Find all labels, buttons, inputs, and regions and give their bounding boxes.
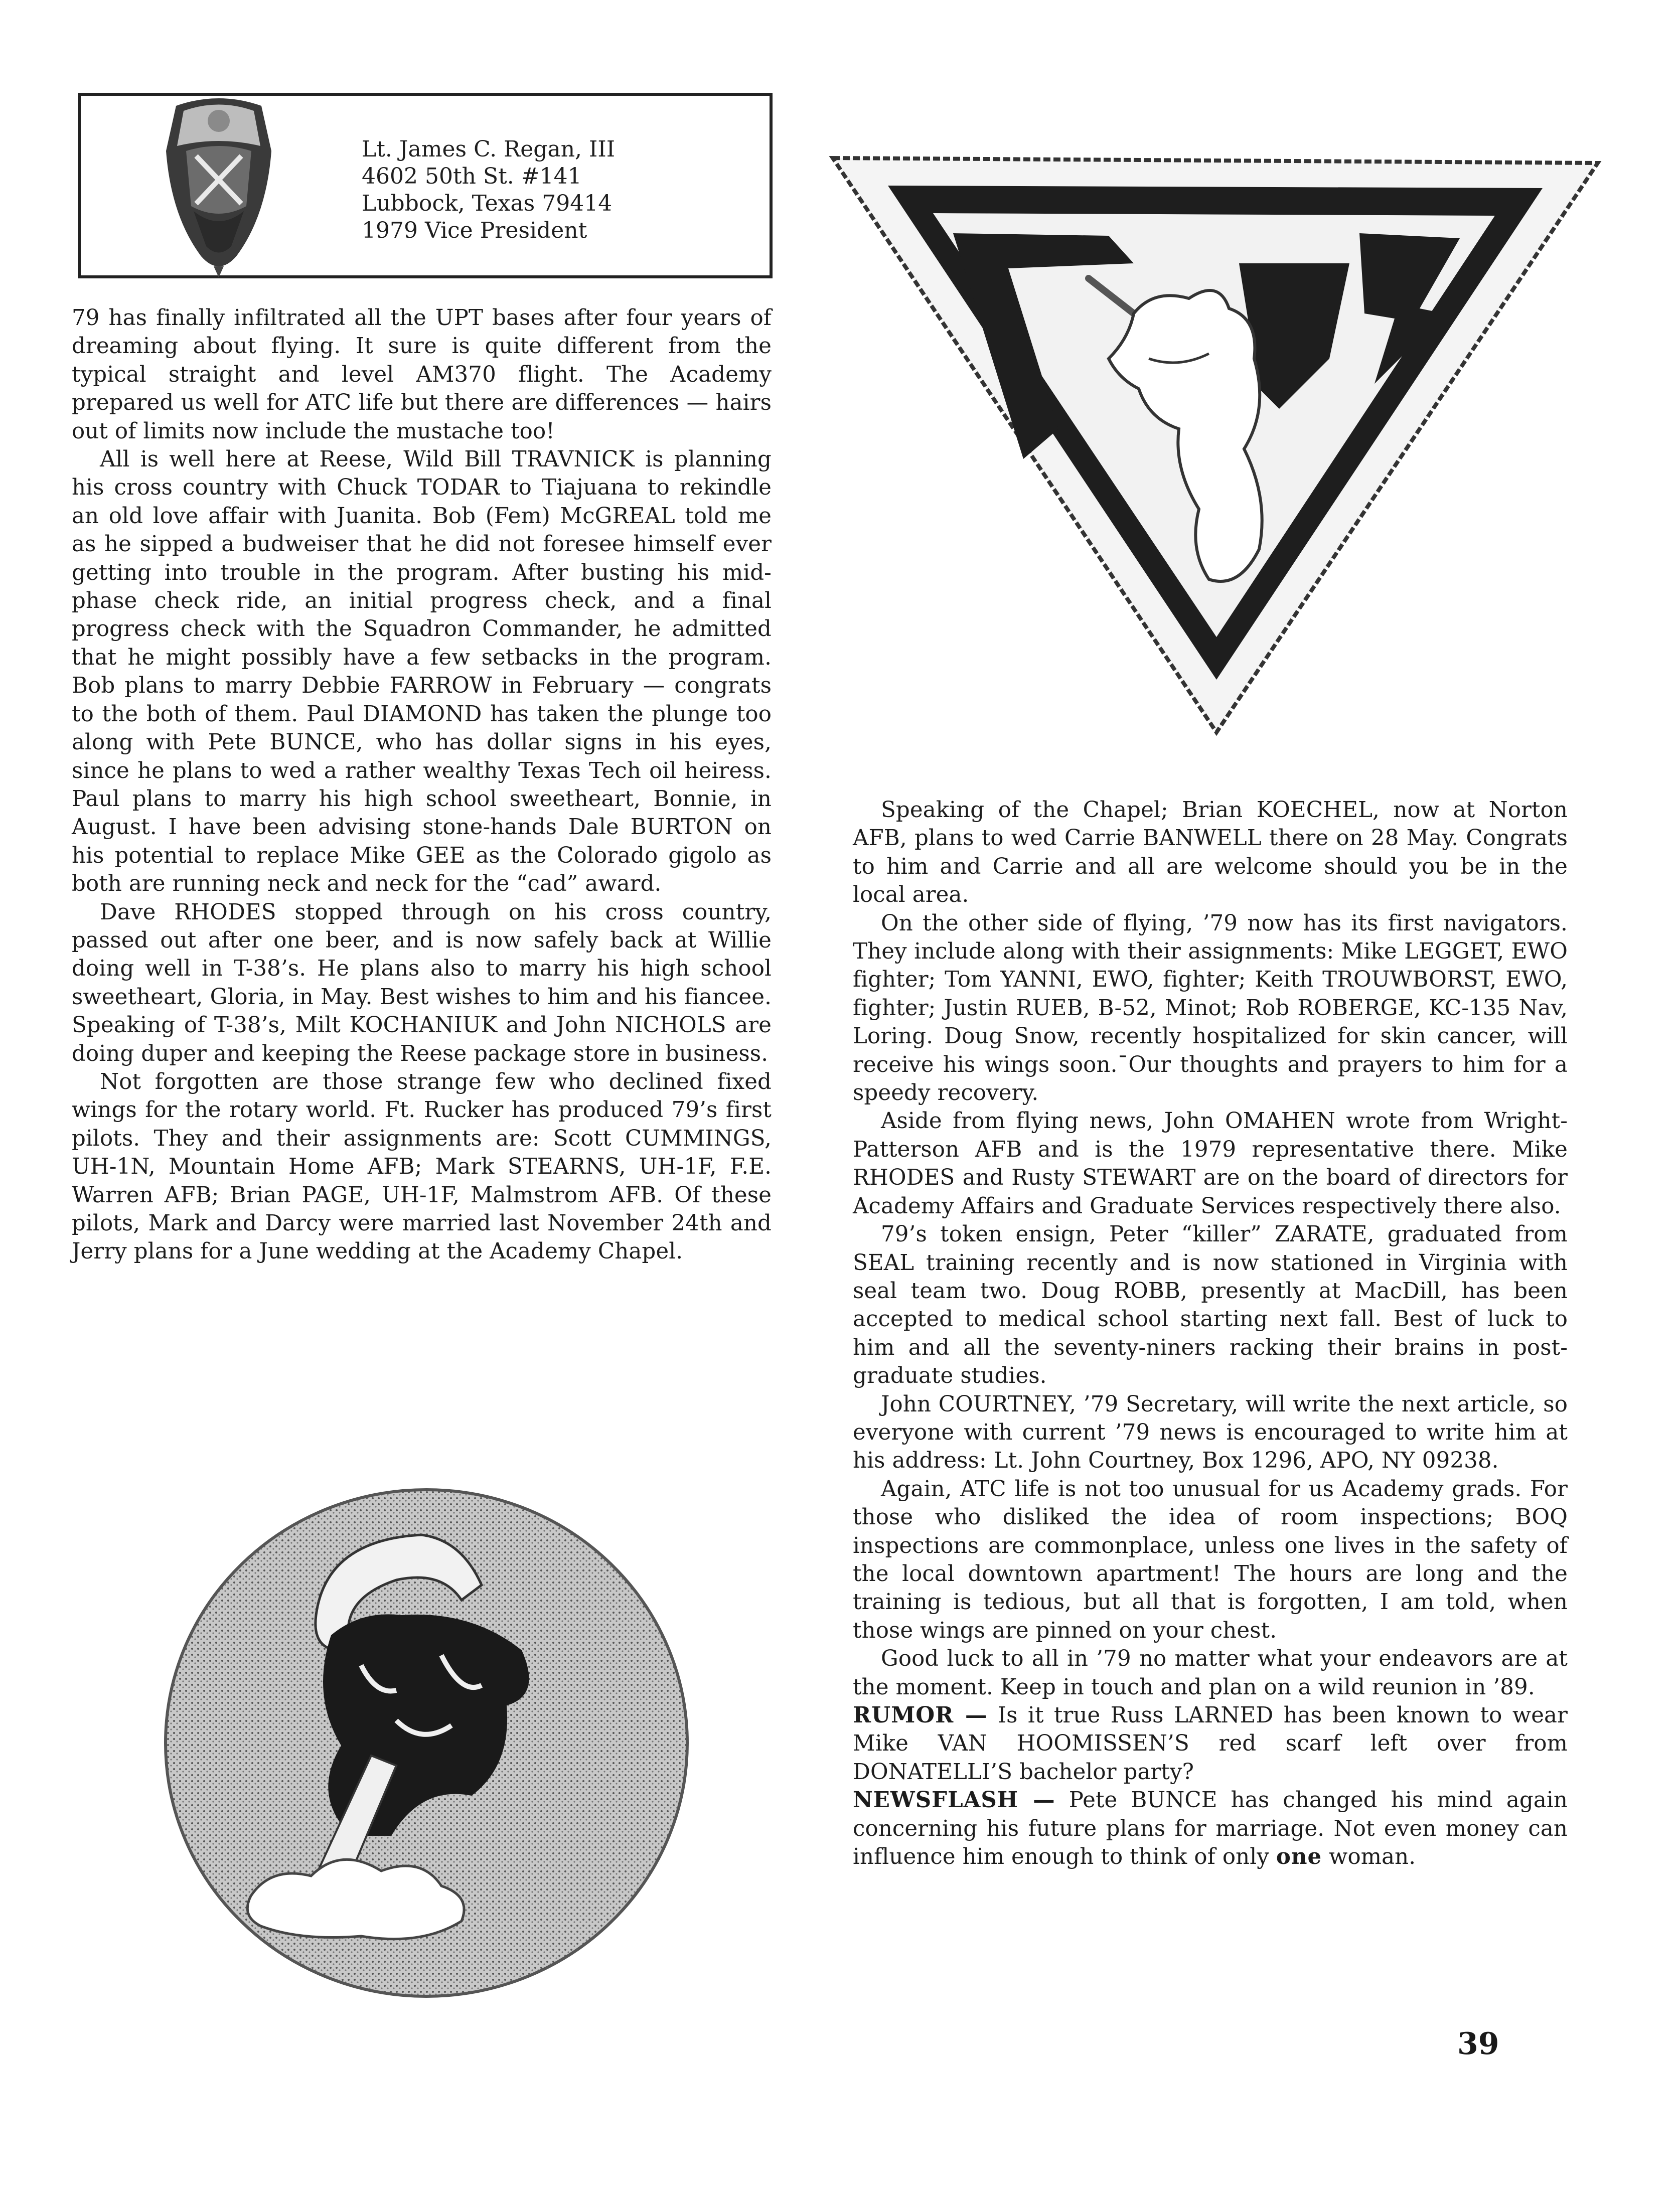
unicorn-triangle-patch [828,148,1603,737]
paragraph: 79’s token ensign, Peter “killer” ZARATE, graduated from SEAL training recently and is now stationed in Virginia with seal team two. Doug ROBB, presently at MacDill, has been accepted to medical school starting next fall. Best of luck to him and all the seventy-niners racking their brains in post-graduate studies. [853,1222,1568,1389]
address-line-title: 1979 Vice President [362,218,587,243]
article-right-column [853,796,1568,1871]
rumor-paragraph [853,1701,1568,1786]
class-ring-image [146,91,291,281]
newsflash-emphasis: one [1276,1844,1322,1870]
newsflash-label: NEWSFLASH — [853,1787,1055,1813]
paragraph: Again, ATC life is not too unusual for us Academy grads. For those who disliked the idea of room inspections; BOQ inspections are commonplace, unless one lives in the safety of the local downtown apartment! The hours are long and the training is tedious, but all that is forgotten, I am told, when those wings are pinned on your chest. [853,1476,1568,1643]
article-left-column [72,304,772,1266]
paragraph: Good luck to all in ’79 no matter what your endeavors are at the moment. Keep in touch and plan on a wild reunion in ’89. [853,1646,1568,1700]
paragraph: John COURTNEY, ’79 Secretary, will write the next article, so everyone with current ’79 news is encouraged to write him at his address: Lt. John Courtney, Box 1296, APO, NY 09238. [853,1391,1568,1474]
address-lines [362,136,615,244]
rumor-text: Is it true Russ LARNED has been known to wear Mike VAN HOOMISSEN’S red scarf left over from DONATELLI’S bachelor party? [853,1703,1568,1785]
paragraph: All is well here at Reese, Wild Bill TRAVNICK is planning his cross country with Chuck TODAR to Tiajuana to rekindle an old love affair with Juanita. Bob (Fem) McGREAL told me as he sipped a budweiser that he did not foresee himself ever getting into trouble in the program. After busting his mid-phase check ride, an initial progress check, and a final progress check with the Squadron Commander, he admitted that he might possibly have a few setbacks in the program. Bob plans to marry Debbie FARROW in February — congrats to the both of them. Paul DIAMOND has taken the plunge too along with Pete BUNCE, who has dollar signs in his eyes, since he plans to wed a rather wealthy Texas Tech oil heiress. Paul plans to marry his high school sweetheart, Bonnie, in August. I have been advising stone-hands Dale BURTON on his potential to replace Mike GEE as the Colorado gigolo as both are running neck and neck for the “cad” award. [72,447,772,897]
paragraph: Not forgotten are those strange few who declined fixed wings for the rotary world. Ft. Rucker has produced 79’s first pilots. They and their assignments are: Scott CUMMINGS, UH-1N, Mountain Home AFB; Mark STEARNS, UH-1F, F.E. Warren AFB; Brian PAGE, UH-1F, Malmstrom AFB. Of these pilots, Mark and Darcy were married last November 24th and Jerry plans for a June wedding at the Academy Chapel. [72,1069,772,1265]
paragraph: Dave RHODES stopped through on his cross country, passed out after one beer, and is now safely back at Willie doing well in T-38’s. He plans also to marry his high school sweetheart, Gloria, in May. Best wishes to him and his fiancee. Speaking of T-38’s, Milt KOCHANIUK and John NICHOLS are doing duper and keeping the Reese package store in business. [72,899,772,1066]
address-box [78,93,773,278]
paragraph: Aside from flying news, John OMAHEN wrote from Wright-Patterson AFB and is the 1979 representative there. Mike RHODES and Rusty STEWART are on the board of directors for Academy Affairs and Graduate Services respectively there also. [853,1109,1568,1219]
paragraph: Speaking of the Chapel; Brian KOECHEL, now at Norton AFB, plans to wed Carrie BANWELL there on 28 May. Congrats to him and Carrie and all are welcome should you be in the local area. [853,798,1568,908]
page-number: 39 [1457,2026,1499,2062]
newsflash-text-before: Pete BUNCE has changed his mind again concerning his future plans for marriage. Not even money can influence him enough to think of only [853,1788,1568,1870]
address-line-city: Lubbock, Texas 79414 [362,191,613,216]
paragraph: 79 has finally infiltrated all the UPT bases after four years of dreaming about flying. It sure is quite different from the typical straight and level AM370 flight. The Academy prepared us well for ATC life but there are differences — hairs out of limits now include the mustache too! [72,305,772,444]
newsflash-text-after: woman. [1322,1844,1416,1870]
address-line-street: 4602 50th St. #141 [362,164,582,189]
bull-circle-patch [161,1485,692,2001]
rumor-label: RUMOR — [853,1702,988,1728]
paragraph: On the other side of flying, ’79 now has its first navigators. They include along with their assignments: Mike LEGGET, EWO fighter; Tom YANNI, EWO, fighter; Keith TROUWBORST, EWO, fighter; Justin RUEB, B-52, Minot; Rob ROBERGE, KC-135 Nav, Loring. Doug Snow, recently hospitalized for skin cancer, will receive his wings soon.¯Our thoughts and prayers to him for a speedy recovery. [853,910,1568,1106]
newsflash-paragraph [853,1786,1568,1871]
address-line-name: Lt. James C. Regan, III [362,136,616,162]
